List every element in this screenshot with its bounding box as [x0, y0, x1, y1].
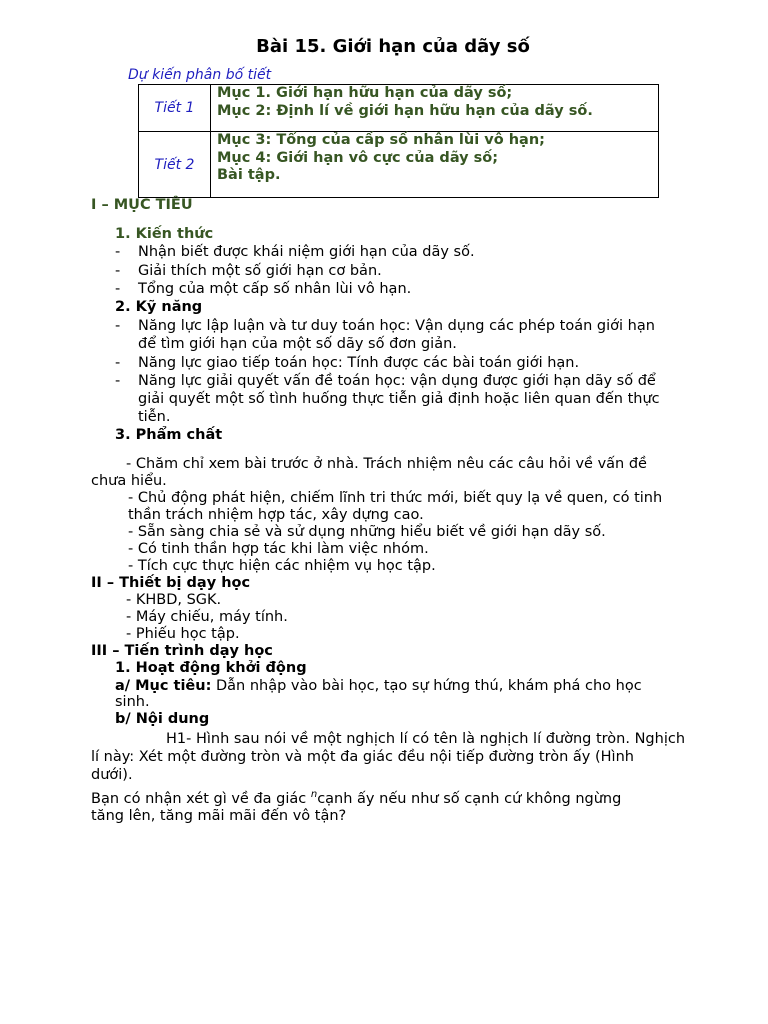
schedule-table — [138, 84, 659, 198]
question-text: Bạn có nhận xét gì về đa giác — [91, 791, 311, 807]
objective-label: a/ Mục tiêu: — [115, 678, 212, 694]
equipment-item: - Máy chiếu, máy tính. — [126, 609, 288, 625]
question-text-rest: cạnh ấy nếu như số cạnh cứ không ngừng — [317, 791, 622, 807]
period-line: Mục 1. Giới hạn hữu hạn của dãy số; — [217, 85, 513, 101]
quality-line: - Chủ động phát hiện, chiếm lĩnh tri thức mới, biết quy lạ về quen, có tinh — [128, 490, 663, 506]
period-line: Mục 4: Giới hạn vô cực của dãy số; — [217, 149, 499, 166]
knowledge-item: Nhận biết được khái niệm giới hạn của dãy số. — [138, 244, 475, 260]
skills-heading: 2. Kỹ năng — [115, 299, 203, 315]
bullet-dash: - — [115, 355, 121, 371]
bullet-dash: - — [115, 318, 121, 334]
equipment-item: - KHBD, SGK. — [126, 592, 222, 608]
bullet-dash: - — [115, 244, 121, 260]
question-line — [91, 791, 621, 809]
objective-line — [115, 678, 642, 695]
bullet-dash: - — [115, 373, 121, 389]
period-line: Mục 3: Tổng của cấp số nhân lùi vô hạn; — [217, 132, 545, 148]
skill-item-cont: giải quyết một số tình huống thực tiễn giả định hoặc liên quan đến thực — [138, 391, 660, 407]
question-line-cont: tăng lên, tăng mãi mãi đến vô tận? — [91, 808, 347, 824]
skill-item-cont: tiễn. — [138, 409, 171, 425]
content-heading: b/ Nội dung — [115, 711, 210, 727]
period-label: Tiết 1 — [139, 85, 211, 132]
section-equipment-heading: II – Thiết bị dạy học — [91, 575, 251, 591]
skill-item-cont: để tìm giới hạn của một số dãy số đơn giản. — [138, 336, 457, 352]
period-line: Mục 2: Định lí về giới hạn hữu hạn của dãy số. — [217, 102, 593, 119]
objective-text: Dẫn nhập vào bài học, tạo sự hứng thú, khám phá cho học — [211, 678, 642, 694]
skill-item: Năng lực lập luận và tư duy toán học: Vận dụng các phép toán giới hạn — [138, 318, 655, 334]
quality-line: chưa hiểu. — [91, 473, 167, 489]
knowledge-item: Giải thích một số giới hạn cơ bản. — [138, 263, 382, 279]
bullet-dash: - — [115, 263, 121, 279]
period-content — [211, 85, 659, 132]
page-title: Bài 15. Giới hạn của dãy số — [256, 36, 530, 57]
activity-heading: 1. Hoạt động khởi động — [115, 660, 307, 676]
schedule-row — [139, 85, 659, 132]
schedule-caption: Dự kiến phân bố tiết — [128, 67, 272, 83]
knowledge-heading: 1. Kiến thức — [115, 226, 214, 242]
bullet-dash: - — [115, 281, 121, 297]
equipment-item: - Phiếu học tập. — [126, 626, 240, 642]
quality-line: - Có tinh thần hợp tác khi làm việc nhóm. — [128, 541, 429, 557]
period-line: Bài tập. — [217, 167, 281, 183]
skill-item: Năng lực giao tiếp toán học: Tính được các bài toán giới hạn. — [138, 355, 580, 371]
h1-line: dưới). — [91, 767, 133, 783]
quality-line: - Tích cực thực hiện các nhiệm vụ học tập. — [128, 558, 436, 574]
section-process-heading: III – Tiến trình dạy học — [91, 643, 273, 659]
quality-line: thần trách nhiệm hợp tác, xây dựng cao. — [128, 507, 424, 523]
variable-n: n — [310, 789, 318, 800]
period-label: Tiết 2 — [139, 132, 211, 198]
h1-line: lí này: Xét một đường tròn và một đa giác đều nội tiếp đường tròn ấy (Hình — [91, 749, 634, 765]
qualities-heading: 3. Phẩm chất — [115, 427, 223, 443]
skill-item: Năng lực giải quyết vấn đề toán học: vận dụng được giới hạn dãy số để — [138, 373, 656, 389]
h1-line: H1- Hình sau nói về một nghịch lí có tên là nghịch lí đường tròn. Nghịch — [166, 731, 686, 747]
quality-line: - Chăm chỉ xem bài trước ở nhà. Trách nhiệm nêu các câu hỏi về vấn đề — [126, 456, 647, 472]
schedule-row — [139, 132, 659, 198]
quality-line: - Sẵn sàng chia sẻ và sử dụng những hiểu biết về giới hạn dãy số. — [128, 524, 606, 540]
knowledge-item: Tổng của một cấp số nhân lùi vô hạn. — [138, 281, 412, 297]
period-content — [211, 132, 659, 198]
objective-line-cont: sinh. — [115, 694, 150, 710]
section-objectives-heading: I – MỤC TIÊU — [91, 197, 193, 213]
